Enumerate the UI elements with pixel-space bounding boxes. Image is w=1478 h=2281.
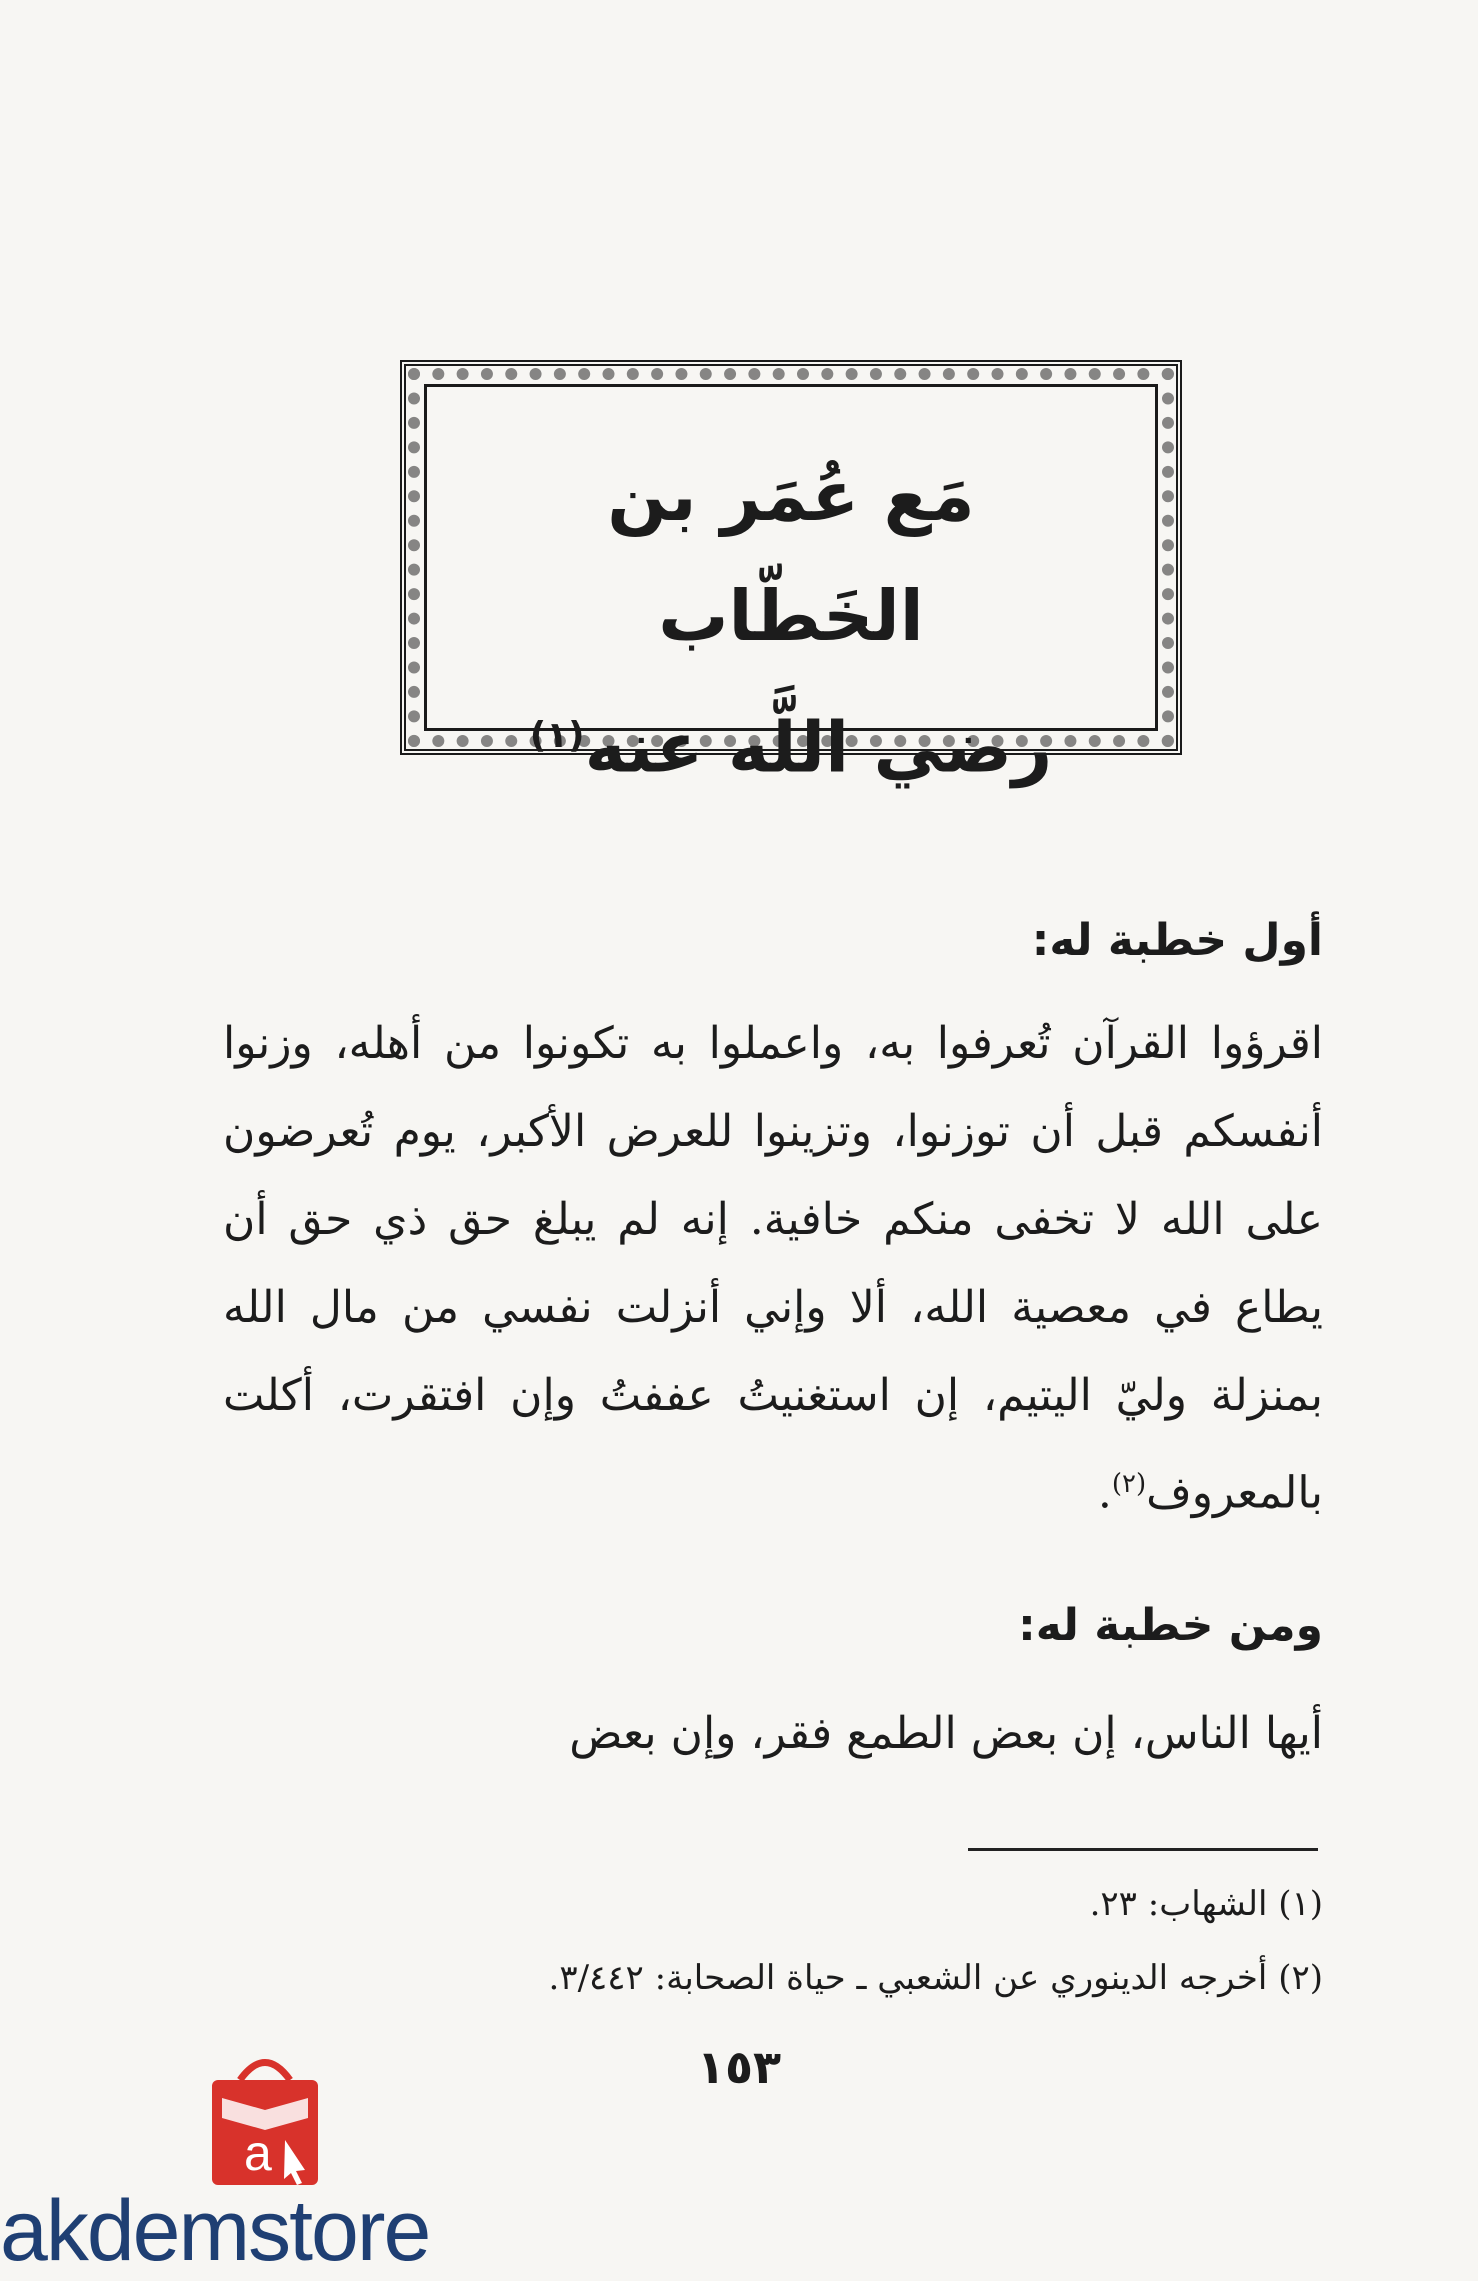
title-line-2 bbox=[466, 676, 1116, 807]
section-2-paragraph: أيها الناس، إن بعض الطمع فقر، وإن بعض bbox=[569, 1708, 1323, 1759]
title-line-2-text: رضي اللَّه عنه bbox=[584, 706, 1053, 789]
title-footnote-ref: (١) bbox=[529, 715, 585, 756]
footnote-1: (١) الشهاب: ٢٣. bbox=[1089, 1884, 1323, 1924]
section-1-end: . bbox=[1097, 1467, 1112, 1519]
section-2-heading: ومن خطبة له: bbox=[1018, 1600, 1323, 1651]
svg-text:a: a bbox=[244, 2125, 272, 2181]
chapter-title bbox=[466, 436, 1116, 807]
title-frame bbox=[400, 360, 1182, 789]
watermark-brand: akdemstore bbox=[0, 2183, 430, 2279]
section-1-paragraph bbox=[223, 1000, 1323, 1538]
section-1-heading: أول خطبة له: bbox=[1031, 915, 1323, 966]
page-number: ١٥٣ bbox=[696, 2040, 782, 2094]
footnote-divider bbox=[968, 1848, 1318, 1851]
title-line-1: مَع عُمَر بن الخَطّاب bbox=[607, 455, 975, 657]
section-1-footnote-ref: (٢) bbox=[1111, 1469, 1147, 1499]
footnote-2: (٢) أخرجه الدينوري عن الشعبي ـ حياة الصحابة: ٣/٤٤٢. bbox=[548, 1958, 1323, 1998]
shopping-bag-book-icon bbox=[0, 2040, 560, 2190]
section-1-text: اقرؤوا القرآن تُعرفوا به، واعملوا به تكونوا من أهله، وزنوا أنفسكم قبل أن توزنوا، وتزينوا للعرض الأكبر، يوم تُعرضون على الله لا تخفى منكم خافية. إنه لم يبلغ حق ذي حق أن يطاع في معصية الله، ألا وإني أنزلت نفسي من مال الله بمنزلة وليّ اليتيم، إن استغنيتُ عففتُ وإن افتقرت، أكلت بالمعروف bbox=[223, 1018, 1323, 1519]
watermark-logo bbox=[0, 2040, 560, 2279]
